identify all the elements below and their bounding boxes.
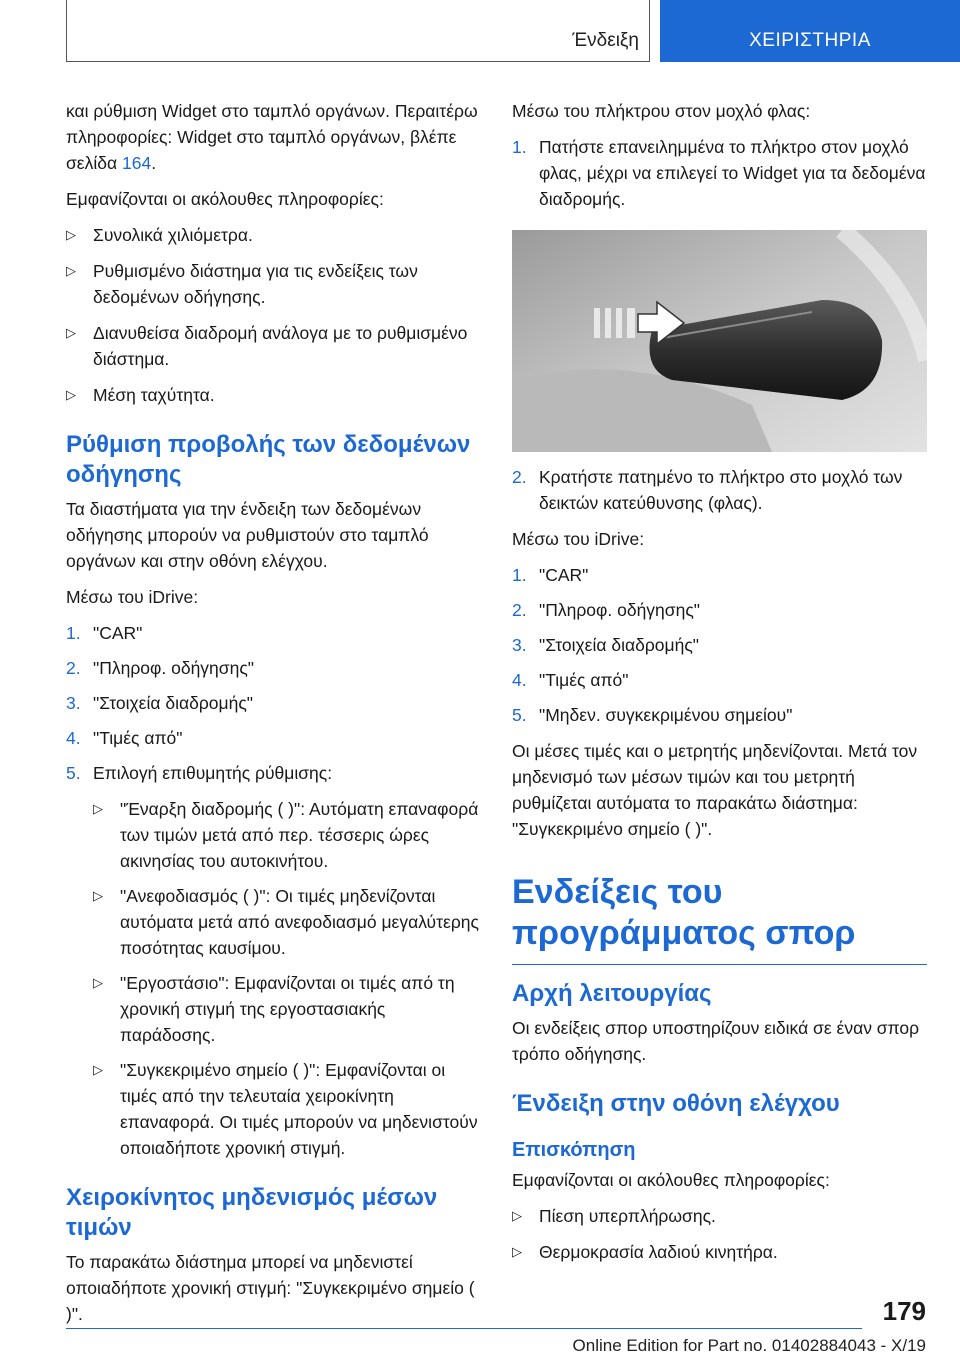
bullet-triangle-icon: ▷ [66, 227, 76, 242]
list-item: 2. "Πληροφ. οδήγησης" [512, 600, 700, 620]
list-item: ▷ Συνολικά χιλιόμετρα. [66, 222, 481, 248]
right-column [512, 98, 927, 1275]
list-item: 3. "Στοιχεία διαδρομής" [66, 693, 253, 713]
heading-display-settings: Ρύθμιση προβολής των δεδομένων οδήγησης [66, 431, 471, 488]
list-item: ▷ Θερμοκρασία λαδιού κινητήρα. [512, 1239, 927, 1265]
list-item: ▷ Μέση ταχύτητα. [66, 382, 481, 408]
list-item: 1. "CAR" [512, 565, 589, 585]
section-title: Ένδειξη [572, 30, 639, 51]
bullet-triangle-icon: ▷ [512, 1244, 522, 1259]
header-section-box [66, 0, 650, 62]
chapter-tab [660, 0, 960, 62]
via-idrive: Μέσω του iDrive: [66, 587, 199, 607]
list-item: 3. "Στοιχεία διαδρομής" [512, 635, 699, 655]
bullet-triangle-icon: ▷ [512, 1208, 522, 1223]
idrive-reset-steps [512, 562, 927, 728]
heading-overview: Επισκόπηση [512, 1139, 636, 1161]
bullet-triangle-icon: ▷ [93, 1062, 103, 1077]
info-intro: Εμφανίζονται οι ακόλουθες πληροφορίες: [66, 189, 384, 209]
chapter-title: ΧΕΙΡΙΣΤΗΡΙΑ [749, 30, 871, 51]
bullet-triangle-icon: ▷ [93, 801, 103, 816]
list-item: ▷ "Συγκεκριμένο σημείο ( )": Εμφανίζονται οι τιμές από την τελευταία χειροκίνητη επαναφορά. Οι τιμές μπορούν να μηδενιστούν οποιαδήποτε χρονική στιγμή. [93, 1057, 481, 1161]
bullet-triangle-icon: ▷ [93, 975, 103, 990]
bullet-triangle-icon: ▷ [66, 387, 76, 402]
principle-paragraph: Οι ενδείξεις σπορ υποστηρίζουν ειδικά σε έναν σπορ τρόπο οδήγησης. [512, 1018, 920, 1064]
display-paragraph: Τα διαστήματα για την ένδειξη των δεδομένων οδήγησης μπορούν να ρυθμιστούν στο ταμπλό οργάνων και στην οθόνη ελέγχου. [66, 499, 429, 571]
setting-options [93, 796, 481, 1161]
list-item: 4. "Τιμές από" [512, 670, 629, 690]
heading-divider [512, 964, 927, 965]
heading-sport-displays: Ενδείξεις του προγράμματος σπορ [512, 873, 856, 952]
heading-manual-reset: Χειροκίνητος μηδενισμός μέσων τιμών [66, 1184, 438, 1241]
page-number: 179 [882, 1296, 926, 1326]
list-item: ▷ Ρυθμισμένο διάστημα για τις ενδείξεις των δεδομένων οδήγησης. [66, 258, 481, 310]
reset-paragraph: Το παρακάτω διάστημα μπορεί να μηδενιστεί οποιαδήποτε χρονική στιγμή: "Συγκεκριμένο σημείο ( )". [66, 1252, 475, 1324]
list-item: ▷ Πίεση υπερπλήρωσης. [512, 1203, 927, 1229]
via-idrive: Μέσω του iDrive: [512, 529, 645, 549]
footer-edition: Online Edition for Part no. 01402884043 - X/19 [572, 1336, 926, 1355]
heading-control-display: Ένδειξη στην οθόνη ελέγχου [512, 1090, 840, 1117]
heading-principle: Αρχή λειτουργίας [512, 980, 712, 1007]
list-item: ▷ Διανυθείσα διαδρομή ανάλογα με το ρυθμισμένο διάστημα. [66, 320, 481, 372]
info-list [66, 222, 481, 408]
list-item: ▷ "Εργοστάσιο": Εμφανίζονται οι τιμές από τη χρονική στιγμή της εργοστασιακής παράδοσης. [93, 970, 481, 1048]
bullet-triangle-icon: ▷ [66, 263, 76, 278]
list-item: 4. "Τιμές από" [66, 728, 183, 748]
list-item: ▷ "Έναρξη διαδρομής ( )": Αυτόματη επαναφορά των τιμών μετά από περ. τέσσερις ώρες ακινησίας του αυτοκινήτου. [93, 796, 481, 874]
reset-result-paragraph: Οι μέσες τιμές και ο μετρητής μηδενίζονται. Μετά τον μηδενισμό των μέσων τιμών και του μετρητή ρυθμίζεται αυτόματα το παρακάτω διάστημα: "Συγκεκριμένο σημείο ( )". [512, 741, 918, 839]
overview-intro: Εμφανίζονται οι ακόλουθες πληροφορίες: [512, 1170, 830, 1190]
list-item: 2. "Πληροφ. οδήγησης" [66, 658, 254, 678]
footer-divider [66, 1328, 862, 1329]
list-item: 1. Πατήστε επανειλημμένα το πλήκτρο στον μοχλό φλας, μέχρι να επιλεγεί το Widget για τα δεδομένα διαδρομής. [512, 137, 926, 209]
list-item: 5. Επιλογή επιθυμητής ρύθμισης: ▷ "Έναρξη διαδρομής ( )": Αυτόματη επαναφορά των τιμών μετά από περ. τέσσερις ώρες ακινησίας του αυτοκινήτου. ▷ "Ανεφοδιασμός ( )": Οι τιμές μηδενίζονται αυτόματα μετά από ανεφοδιασμό μεγαλύτερης ποσότητας καυσίμου. ▷ "Εργοστάσιο": Εμφανίζονται οι τιμές από τη χρονική στιγμή της εργοστασιακής παράδοσης. ▷ "Συγκεκριμένο σημείο ( )": Εμφανίζονται οι τιμές από την τελευταία χειροκίνητη επαναφορά. Οι τιμές μπορούν να μηδενιστούν οποιαδήποτε χρονική στιγμή. [66, 760, 481, 1161]
bullet-triangle-icon: ▷ [93, 888, 103, 903]
left-column [66, 98, 481, 1337]
overview-list [512, 1203, 927, 1265]
turn-signal-stalk-illustration [512, 230, 927, 452]
list-item: 1. "CAR" [66, 623, 143, 643]
list-item: ▷ "Ανεφοδιασμός ( )": Οι τιμές μηδενίζονται αυτόματα μετά από ανεφοδιασμό μεγαλύτερης ποσότητας καυσίμου. [93, 883, 481, 961]
intro-paragraph: και ρύθμιση Widget στο ταμπλό οργάνων. Περαιτέρω πληροφορίες: Widget στο ταμπλό οργάνων, βλέπε σελίδα 164. [66, 101, 478, 173]
stalk-steps-1 [512, 134, 927, 212]
idrive-steps [66, 620, 481, 1161]
bullet-triangle-icon: ▷ [66, 325, 76, 340]
list-item: 2. Κρατήστε πατημένο το πλήκτρο στο μοχλό των δεικτών κατεύθυνσης (φλας). [512, 467, 903, 513]
page-link[interactable]: 164 [121, 153, 152, 173]
stalk-steps-2 [512, 464, 927, 516]
via-stalk: Μέσω του πλήκτρου στον μοχλό φλας: [512, 101, 811, 121]
list-item: 5. "Μηδεν. συγκεκριμένου σημείου" [512, 705, 793, 725]
